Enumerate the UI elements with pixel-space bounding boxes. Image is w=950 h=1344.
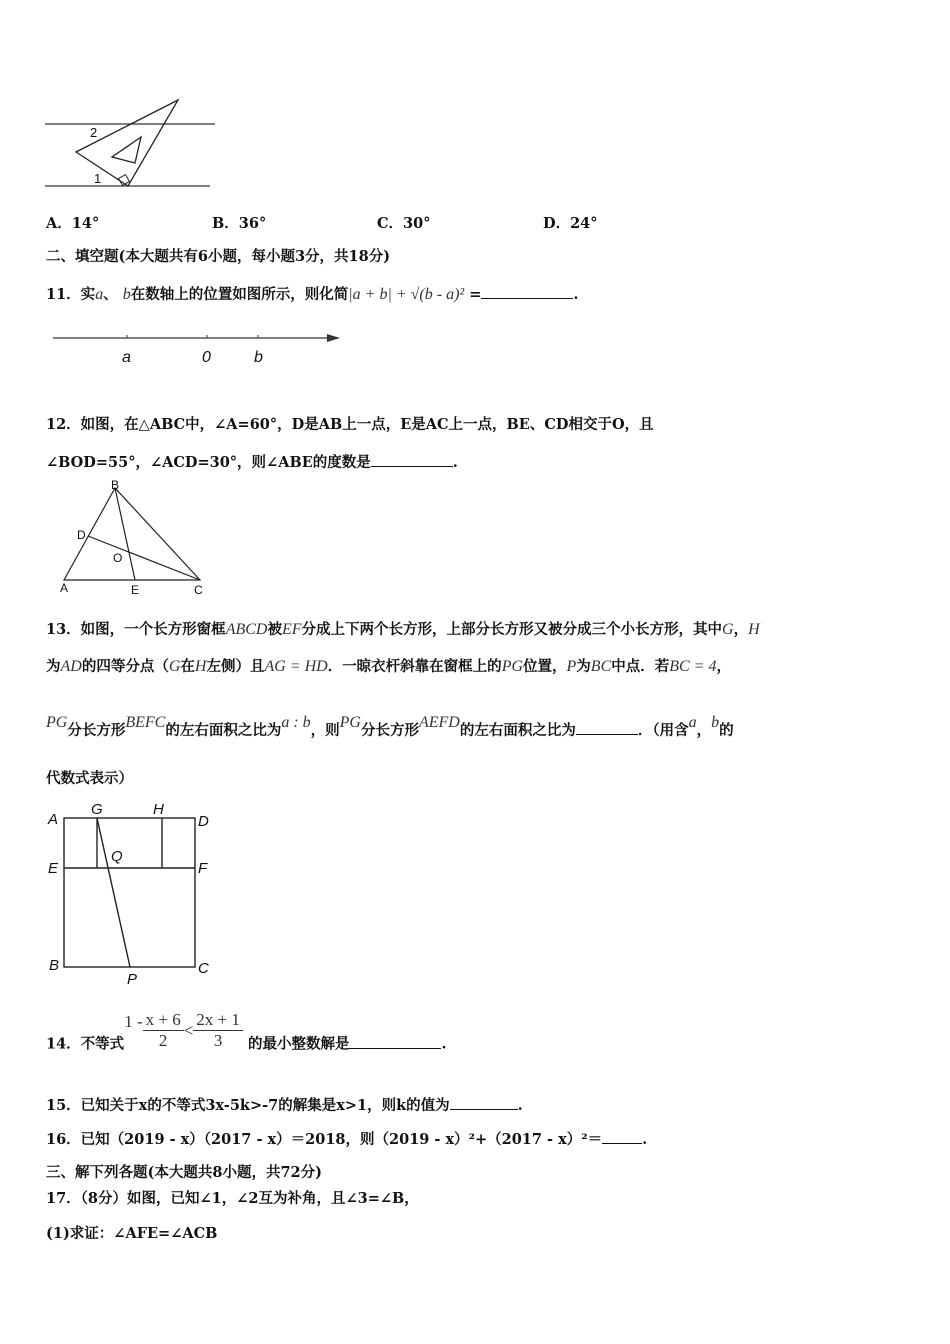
option-d[interactable] [543,212,598,233]
q13-text: 的左右面积之比为 [165,722,282,739]
math-AEFD: AEFD [418,714,460,731]
question-12-line2 [46,451,458,472]
math-H: H [194,658,207,675]
question-17-part-1: (1)求证：∠AFE=∠ACB [46,1225,218,1242]
denominator: 2 [158,1031,168,1050]
q13-text: 的 [719,722,734,739]
section-heading-solve: 三、解下列各题(本大题共8小题，共72分) [46,1164,322,1181]
question-15 [46,1094,523,1115]
angle-label-1: 1 [94,171,102,186]
math-PG: PG [46,714,68,731]
q11-sep: 、 [103,286,118,303]
label-zero: 0 [202,349,211,366]
label-C: C [194,583,203,597]
section-heading-fill-in: 二、填空题(本大题共有6小题，每小题3分，共18分) [46,248,391,265]
question-12-line1: 12．如图，在△ABC中，∠A=60°，D是AB上一点，E是AC上一点，BE、CD相交于O，且 [46,416,654,433]
q13-text: 左侧）且 [206,658,265,675]
math-a-b: a : b [281,714,311,731]
question-17: 17．（8分）如图，已知∠1，∠2互为补角，且∠3=∠B， [46,1190,419,1207]
var-a: a [95,286,104,303]
option-letter: D． [543,215,571,232]
label-a: a [122,349,131,366]
label-E: E [48,860,59,877]
math-one-minus: 1 - [124,1011,143,1031]
period: . [517,1097,523,1114]
math-G: G [168,658,181,675]
comma: ， [716,658,731,675]
label-Q: Q [111,848,123,865]
label-F: F [198,860,208,877]
math-AG-HD: AG = HD [264,658,328,675]
q14-text: 的最小整数解是 [247,1035,350,1053]
q13-text: 分成上下两个长方形，上部分长方形又被分成三个小长方形，其中 [301,621,723,638]
math-H: H [748,621,760,638]
label-C: C [198,960,209,977]
question-11 [46,283,578,304]
option-value: 36° [238,215,267,232]
answer-blank[interactable] [349,1034,441,1049]
q13-text: 为 [576,658,591,675]
label-E: E [131,583,140,597]
equals: = [469,286,482,303]
period: . [573,286,579,303]
q13-text: 分长方形 [360,722,419,739]
option-b[interactable] [212,212,266,233]
fraction-1 [143,1010,184,1051]
question-13-line3 [46,708,734,746]
triangle-ruler-figure [40,95,220,195]
q13-text: 的四等分点（ [81,658,169,675]
math-BC-4: BC = 4 [669,658,717,675]
q11-expression: |a + b| + √(b - a)² [348,286,465,303]
math-PG: PG [501,658,524,675]
option-letter: B． [212,215,239,232]
window-frame-figure [45,798,225,988]
question-13-line1 [46,618,760,639]
label-P: P [127,971,138,988]
label-H: H [153,801,164,818]
math-BC: BC [590,658,612,675]
period: . [441,1035,447,1053]
answer-blank[interactable] [602,1129,642,1144]
comma: ， [696,722,712,739]
question-13-line4: 代数式表示） [46,770,133,787]
q13-text: 为 [46,658,61,675]
label-B: B [111,478,120,492]
q13-text: 位置， [523,658,567,675]
q15-text: 15．已知关于x的不等式3x-5k>-7的解集是x>1，则k的值为 [46,1097,450,1114]
less-than: < [183,1020,194,1040]
q11-text: 在数轴上的位置如图所示，则化简 [130,286,349,303]
answer-blank[interactable] [371,452,453,467]
q13-text: ．（用含 [637,722,689,739]
q12-text: ∠BOD=55°，∠ACD=30°，则∠ABE的度数是 [46,454,371,471]
period: . [642,1131,648,1148]
q11-text: 11．实 [46,286,96,303]
q16-text: 16．已知（2019 - x）（2017 - x）＝2018，则（2019 - x）²+（2017 - x）²＝ [46,1131,603,1148]
option-letter: C． [377,215,404,232]
question-13-line2 [46,655,731,676]
q13-text: ．一晾衣杆斜靠在窗框上的 [327,658,502,675]
label-O: O [113,551,123,565]
q13-text: 13．如图，一个长方形窗框 [46,621,226,638]
option-a[interactable] [46,212,99,233]
math-P: P [566,658,577,675]
option-value: 14° [71,215,100,232]
q13-text: ，则 [310,722,340,739]
question-16 [46,1128,647,1149]
q13-text: 分长方形 [67,722,126,739]
answer-blank[interactable] [450,1095,518,1110]
fraction-2 [193,1010,243,1051]
question-14 [46,1010,447,1054]
angle-label-2: 2 [90,125,98,140]
label-A: A [48,811,59,828]
period: . [452,454,458,471]
q13-text: 被 [267,621,282,638]
label-G: G [91,801,103,818]
denominator: 3 [213,1031,223,1050]
label-D: D [198,813,209,830]
math-b: b [711,714,720,731]
math-G: G [722,621,734,638]
numerator: x + 6 [143,1010,184,1031]
q13-text: 在 [180,658,195,675]
number-line [50,330,350,370]
math-PG: PG [339,714,361,731]
math-ABCD: ABCD [225,621,268,638]
option-letter: A． [46,215,72,232]
answer-blank[interactable] [481,284,573,299]
label-A: A [60,581,69,595]
math-AD: AD [60,658,82,675]
comma: ， [733,621,749,638]
var-b: b [122,286,131,303]
q13-text: 的左右面积之比为 [459,722,576,739]
label-b: b [254,349,263,366]
math-BEFC: BEFC [125,714,166,731]
numerator: 2x + 1 [193,1010,243,1031]
q13-text: 中点．若 [611,658,670,675]
label-D: D [77,528,86,542]
option-value: 24° [570,215,598,232]
q14-text: 14．不等式 [46,1035,125,1053]
triangle-abc-figure [55,478,215,598]
option-c[interactable] [377,212,430,233]
math-a: a [688,714,697,731]
math-EF: EF [281,621,302,638]
label-B: B [49,957,60,974]
option-value: 30° [403,215,431,232]
answer-blank[interactable] [576,720,638,735]
